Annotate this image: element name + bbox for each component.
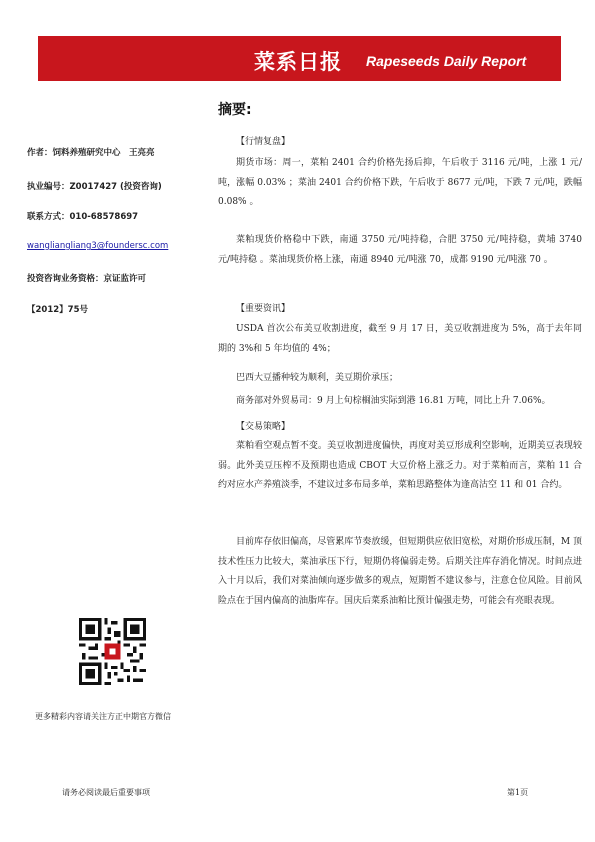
summary-title: 摘要: (218, 102, 252, 118)
contact-line: 联系方式：010-68578697 (27, 212, 139, 222)
qualification-number: 【2012】75号 (27, 305, 88, 315)
section-heading: 【行情复盘】 (236, 137, 291, 147)
paragraph: 目前库存依旧偏高，尽管累库节奏放缓，但短期供应依旧宽松，对期价形成压制，M 顶技术性压力比较大，菜油承压下行，短期仍将偏弱走势。后期关注库存消化情况。时间点进入十月以后，我们对菜油倾向逐步做多的观点，短期暂不建议参与，注意仓位风险。目前风险点在于国内偏高的油脂库存。国庆后菜系油粕比预计偏强走势，可能会有亮眼表现。 (218, 537, 582, 606)
email-link[interactable]: wangliangliang3@foundersc.com (27, 241, 169, 251)
paragraph: 巴西大豆播种较为顺利，美豆期价承压； (236, 373, 399, 383)
qualification-line: 投资咨询业务资格：京证监许可 (27, 274, 147, 284)
section-heading: 【交易策略】 (236, 422, 291, 432)
paragraph: 菜粕现货价格稳中下跌，南通 3750 元/吨持稳，合肥 3750 元/吨持稳，黄埔 3740 元/吨持稳 。菜油现货价格上涨，南通 8940 元/吨涨 70，成都 9190 元/吨涨 70 。 (218, 235, 582, 265)
paragraph: USDA 首次公布美豆收割进度，截至 9 月 17 日，美豆收割进度为 5%，高于去年同期的 3%和 5 年均值的 4%； (218, 324, 582, 354)
author-line: 作者：饲料养殖研究中心 王亮亮 (27, 148, 155, 158)
footer-disclaimer: 请务必阅读最后重要事项 (62, 788, 150, 797)
paragraph: 期货市场：周一，菜粕 2401 合约价格先扬后抑，午后收于 3116 元/吨，上涨 1 元/吨，涨幅 0.03% ；菜油 2401 合约价格下跌，午后收于 8677 元/吨，下跌 7 元/吨，跌幅 0.08% 。 (218, 158, 582, 207)
qr-caption: 更多精彩内容请关注方正中期官方微信 (35, 712, 171, 721)
paragraph: 商务部对外贸易司：9 月上旬棕榈油实际到港 16.81 万吨，同比上升 7.06%。 (236, 396, 551, 406)
report-title-en: Rapeseeds Daily Report (366, 53, 527, 69)
section-heading: 【重要资讯】 (236, 304, 291, 314)
wechat-qr-code (79, 618, 146, 685)
report-title-cn: 菜系日报 (254, 50, 342, 74)
license-line: 执业编号：Z0017427 (投资咨询) (27, 182, 162, 192)
paragraph: 菜粕看空观点暂不变。美豆收割进度偏快，再度对美豆形成利空影响，近期美豆表现较弱。此外美豆压榨不及预期也造成 CBOT 大豆价格上涨乏力。对于菜粕而言，菜粕 11 合约对应水产养殖淡季，不建议过多布局多单，菜粕思路整体为逢高沽空 11 和 01 合约。 (218, 441, 582, 490)
page-number: 第1页 (507, 788, 529, 797)
